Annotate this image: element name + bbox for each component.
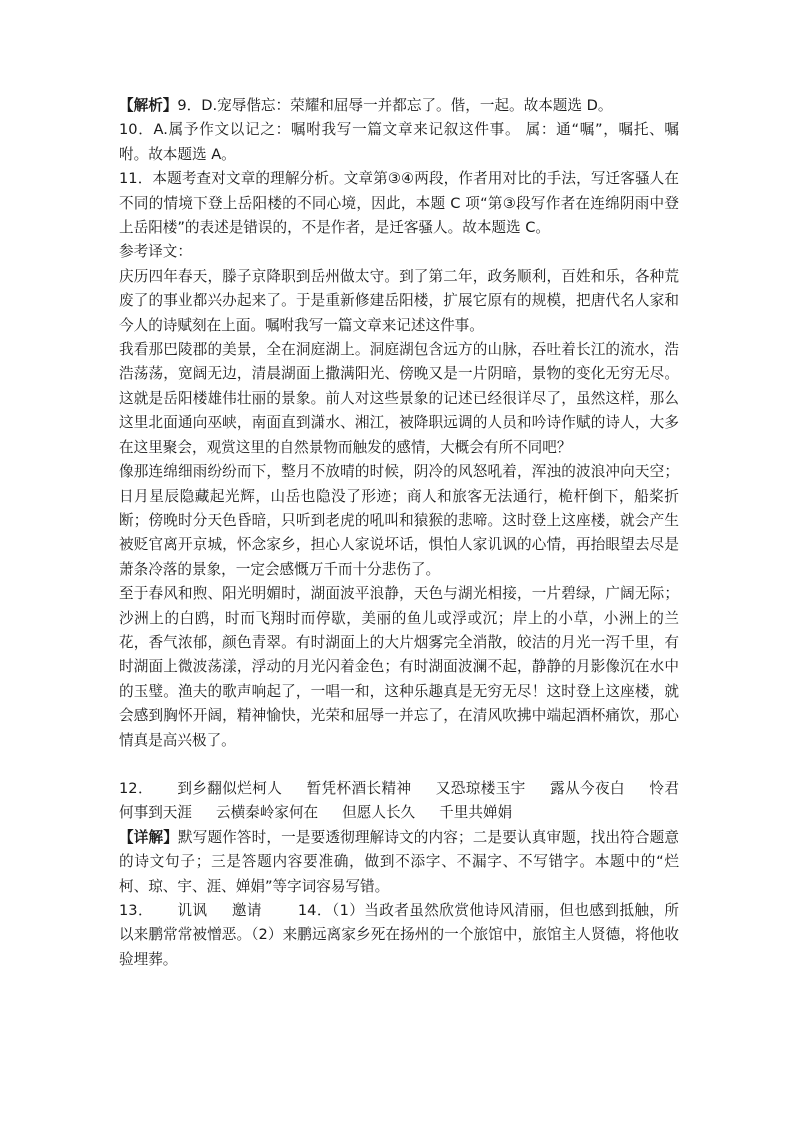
- detail-tag: 【详解】: [119, 828, 178, 846]
- q13-number: 13．: [119, 902, 153, 919]
- translation-paragraph-2: 我看那巴陵郡的美景，全在洞庭湖上。洞庭湖包含远方的山脉，吞吐着长江的流水，浩浩荡荡，宽阔无边，清晨湖面上撒满阳光、傍晚又是一片阴暗，景物的变化无穷无尽。这就是岳阳楼雄伟壮丽的景象。前人对这些景象的记述已经很详尽了，虽然这样，那么这里北面通向巫峡，南面直到潇水、湘江，被降职远调的人员和吟诗作赋的诗人，大多在这里聚会，观赏这里的自然景物而触发的感情，大概会有所不同吧？: [119, 341, 679, 456]
- q11-explanation: 11．本题考查对文章的理解分析。文章第③④两段，作者用对比的手法，写迁客骚人在不同的情境下登上岳阳楼的不同心境，因此，本题 C 项“第③段写作者在连绵阴雨中登上岳阳楼”的表述是错误的，不是作者，是迁客骚人。故本题选 C。: [119, 170, 679, 237]
- q12-answer-7: 但愿人长久: [342, 804, 416, 822]
- q14-text: （1）当政者虽然欣赏他诗风清丽，但也感到抵触，所以来鹏常常被憎恶。（2）来鹏远离家乡死在扬州的一个旅馆中，旅馆主人贤德，将他收验埋葬。: [119, 902, 679, 968]
- q10-explanation: 10．A.属予作文以记之：嘱咐我写一篇文章来记叙这件事。 属：通“嘱”，嘱托、嘱咐。故本题选 A。: [119, 121, 679, 163]
- q12-answer-6: 云横秦岭家何在: [215, 804, 319, 822]
- q9-text: 9．D.宠辱偕忘：荣耀和屈辱一并都忘了。偕，一起。故本题选 D。: [177, 97, 613, 114]
- q12-answer-1: 到乡翻似烂柯人: [176, 779, 283, 797]
- q14-number: 14．: [297, 902, 332, 919]
- q13-answer-2: 邀请: [231, 902, 262, 919]
- translation-paragraph-1: 庆历四年春天，滕子京降职到岳州做太守。到了第二年，政务顺利，百姓和乐，各种荒废了的事业都兴办起来了。于是重新修建岳阳楼，扩展它原有的规模，把唐代名人家和今人的诗赋刻在上面。嘱咐我写一篇文章来记述这件事。: [119, 267, 679, 334]
- section-gap: [119, 753, 679, 777]
- analysis-tag: 【解析】: [119, 97, 178, 114]
- document-body: [119, 94, 679, 972]
- q12-answer-4: 露从今夜白: [549, 779, 625, 797]
- translation-heading: 参考译文：: [119, 243, 192, 261]
- q12-detail: [119, 826, 679, 899]
- q13-q14-answers: [119, 899, 679, 972]
- q13-answer-1: 讥讽: [177, 902, 208, 919]
- q9-explanation: [119, 94, 679, 118]
- translation-paragraph-3: 像那连绵细雨纷纷而下，整月不放晴的时候，阴冷的风怒吼着，浑浊的波浪冲向天空；日月星辰隐藏起光辉，山岳也隐没了形迹；商人和旅客无法通行，桅杆倒下，船桨折断；傍晚时分天色昏暗，只听到老虎的吼叫和猿猴的悲啼。这时登上这座楼，就会产生被贬官离开京城，怀念家乡，担心人家说坏话，惧怕人家讥讽的心情，再抬眼望去尽是萧条冷落的景象，一定会感慨万千而十分悲伤了。: [119, 463, 679, 578]
- q12-detail-text: 默写题作答时，一是要透彻理解诗文的内容；二是要认真审题，找出符合题意的诗文句子；三是答题内容要准确，做到不添字、不漏字、不写错字。本题中的“烂柯、琼、宇、涯、婵娟”等字词容易写错。: [119, 828, 679, 895]
- translation-paragraph-4: 至于春风和煦、阳光明媚时，湖面波平浪静，天色与湖光相接，一片碧绿，广阔无际；沙洲上的白鸥，时而飞翔时而停歇，美丽的鱼儿或浮或沉；岸上的小草，小洲上的兰花，香气浓郁，颜色青翠。有时湖面上的大片烟雾完全消散，皎洁的月光一泻千里，有时湖面上微波荡漾，浮动的月光闪着金色；有时湖面波澜不起，静静的月影像沉在水中的玉璧。渔夫的歌声响起了，一唱一和，这种乐趣真是无穷无尽！这时登上这座楼，就会感到胸怀开阔，精神愉快，光荣和屈辱一并忘了，在清风吹拂中端起酒杯痛饮，那心情真是高兴极了。: [119, 585, 679, 749]
- q12-answer-3: 又恐琼楼玉宇: [435, 779, 526, 797]
- q12-answers: [119, 777, 679, 826]
- q12-answer-8: 千里共婵娟: [439, 804, 513, 822]
- q12-answer-5: 怜君何事到天涯: [119, 779, 679, 822]
- q12-answer-2: 暂凭杯酒长精神: [306, 779, 412, 797]
- q12-number: 12．: [119, 779, 153, 797]
